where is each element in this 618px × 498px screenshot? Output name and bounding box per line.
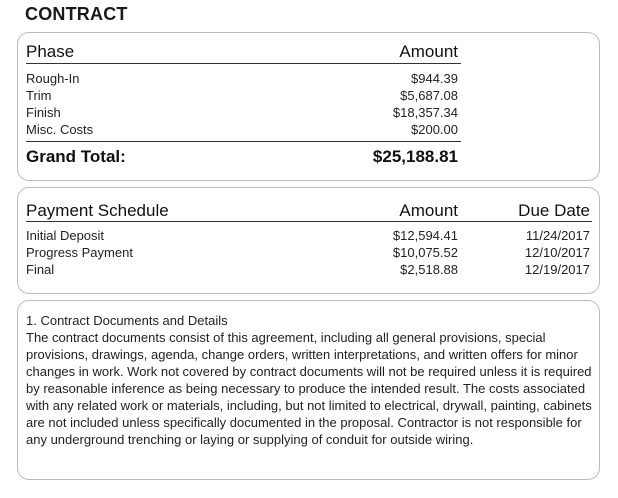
- payment-row-label: Progress Payment: [26, 245, 133, 260]
- terms-heading: 1. Contract Documents and Details: [26, 313, 228, 328]
- phase-row-label: Rough-In: [26, 71, 80, 86]
- phase-row-label: Misc. Costs: [26, 122, 94, 137]
- payment-row-due: 12/10/2017: [524, 245, 590, 260]
- payment-row-amount: $10,075.52: [392, 245, 458, 260]
- phase-amount-header: Amount: [399, 42, 458, 61]
- grand-total-amount: $25,188.81: [372, 147, 458, 166]
- payment-row-due: 12/19/2017: [524, 262, 590, 277]
- phase-row-amount: $944.39: [411, 71, 458, 86]
- phase-row-amount: $200.00: [411, 122, 458, 137]
- payment-row-label: Final: [26, 262, 55, 277]
- total-divider: [26, 141, 461, 142]
- payment-row-amount: $12,594.41: [392, 228, 458, 243]
- payment-row-due: 11/24/2017: [525, 228, 590, 243]
- phase-header: Phase: [26, 42, 75, 61]
- payment-amount-header: Amount: [399, 201, 458, 220]
- phase-cost-card: [17, 32, 600, 181]
- grand-total-label: Grand Total:: [26, 147, 126, 166]
- page-title: CONTRACT: [25, 4, 128, 24]
- terms-text: [26, 312, 594, 448]
- phase-row-amount: $18,357.34: [392, 105, 458, 120]
- payment-row-amount: $2,518.88: [400, 262, 458, 277]
- terms-body: The contract documents consist of this agreement, including all general provisions, special provisions, drawings, agenda, change orders, written interpretations, and written offers for minor changes in work. Work not covered by contract documents will not be required unless it is required by reasonable inference as being necessary to produce the intended result. The costs associated with any related work or materials, including, but not limited to electrical, drywall, painting, cabinets are not included unless specifically documented in the proposal. Contractor is not responsible for any underground trenching or laying or supplying of conduit for outside wiring.: [26, 330, 592, 447]
- payment-schedule-header: Payment Schedule: [26, 201, 169, 220]
- payment-row-label: Initial Deposit: [26, 228, 105, 243]
- due-date-header: Due Date: [518, 201, 590, 220]
- phase-row-amount: $5,687.08: [400, 88, 458, 103]
- header-divider: [26, 221, 592, 222]
- contract-terms-card: [17, 300, 600, 480]
- payment-schedule-card: [17, 187, 600, 294]
- phase-row-label: Trim: [26, 88, 52, 103]
- header-divider: [26, 63, 461, 64]
- phase-row-label: Finish: [26, 105, 61, 120]
